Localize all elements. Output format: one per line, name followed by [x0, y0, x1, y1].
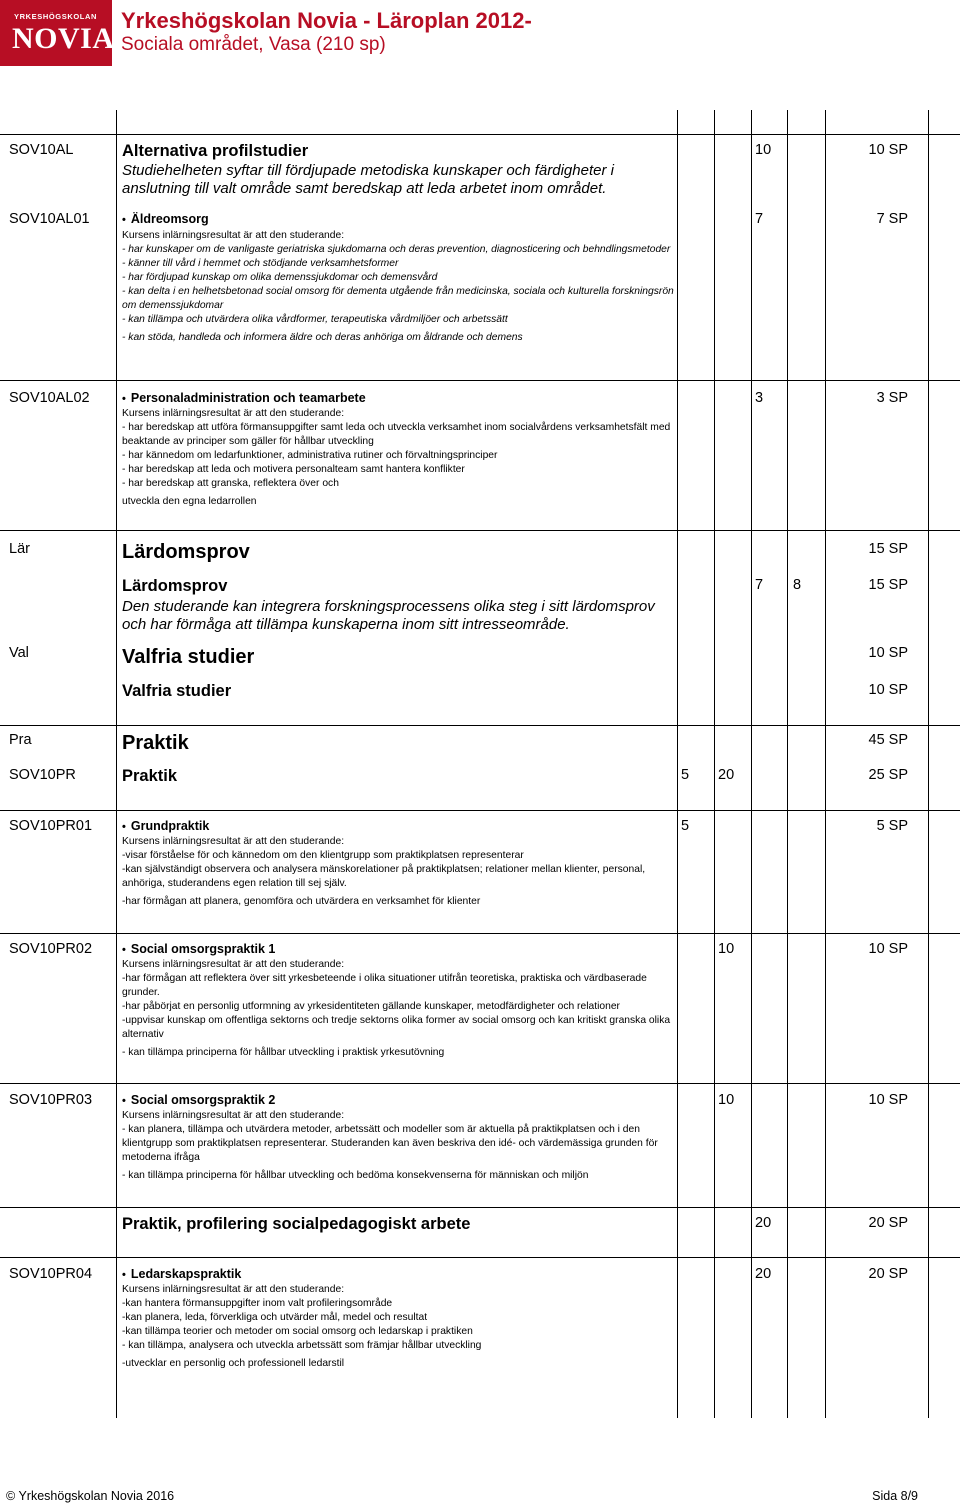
credits-value: 7	[755, 577, 764, 593]
footer-page-number: Sida 8/9	[872, 1489, 918, 1503]
outcome-item: - kan stöda, handleda och informera äldre och deras anhöriga om åldrande och demens	[122, 332, 523, 343]
grid-hline	[0, 530, 960, 531]
outcomes-intro: Kursens inlärningsresultat är att den studerande:	[122, 230, 345, 241]
novia-logo	[0, 0, 115, 66]
course-title: Alternativa profilstudier	[122, 142, 309, 160]
outcome-item: - har beredskap att leda och motivera personalteam samt hantera konflikter	[122, 464, 465, 475]
outcome-item: -har förmågan att reflektera över sitt yrkesbeteende i olika situationer utifrån teoretiska, praktiska och värdbaserade grunder.	[122, 973, 647, 998]
section-title: Lärdomsprov	[122, 541, 250, 563]
learning-outcomes	[122, 229, 682, 345]
grid-hline	[0, 134, 960, 135]
credits-total: 10 SP	[868, 682, 908, 698]
credits-total: 10 SP	[868, 1092, 908, 1108]
outcome-item: -visar förståelse för och kännedom om den klientgrupp som praktikplatsen representerar	[122, 850, 524, 861]
outcome-item: - kan planera, tillämpa och utvärdera metoder, arbetssätt och modeller som är aktuella på praktikplatsen och i den klientgrupp som praktikplatsen representerar. Studeranden kan även beskriva den idé- och värdemässiga grunden för metoderna ifråga	[122, 1124, 658, 1163]
page-subtitle: Sociala området, Vasa (210 sp)	[121, 34, 386, 55]
credits-value: 8	[793, 577, 802, 593]
grid-vline	[116, 110, 117, 1418]
outcome-item: - känner till vård i hemmet och stödjande verksamhetsformer	[122, 258, 399, 269]
outcome-item: -utvecklar en personlig och professionell ledarstil	[122, 1358, 345, 1369]
outcome-item: - har beredskap att granska, reflektera över och	[122, 478, 339, 489]
outcome-item: - kan tillämpa, analysera och utveckla arbetssätt som främjar hållbar utveckling	[122, 1340, 482, 1351]
grid-vline	[787, 110, 788, 1418]
section-title: Praktik	[122, 732, 189, 754]
credits-value: 20	[755, 1266, 772, 1282]
outcome-item: -har förmågan att planera, genomföra och utvärdera en verksamhet för klienter	[122, 896, 481, 907]
outcomes-intro: Kursens inlärningsresultat är att den studerande:	[122, 836, 345, 847]
grid-vline	[714, 110, 715, 1418]
course-code: SOV10PR04	[9, 1266, 93, 1282]
outcome-item: - kan tillämpa principerna för hållbar utveckling och bedöma konsekvenserna för människan och miljön	[122, 1170, 589, 1181]
course-code: SOV10PR01	[9, 818, 93, 834]
course-title: • Social omsorgspraktik 1	[122, 942, 276, 956]
credits-value: 10	[718, 941, 735, 957]
outcome-item: - har kunskaper om de vanligaste geriatriska sjukdomarna och deras prevention, diagnosticering och behndlingsmetoder	[122, 244, 671, 255]
course-description: Studiehelheten syftar till fördjupade metodiska kunskaper och färdigheter i anslutning till valt område samt beredskap att leda arbetet inom området.	[122, 162, 614, 197]
outcome-item: - har beredskap att utföra förmansuppgifter samt leda och utveckla verksamhet inom socialvårdens verksamhetsfält med beaktande av principer som gäller för hållbar utveckling	[122, 422, 671, 447]
course-title: • Ledarskapspraktik	[122, 1267, 242, 1281]
credits-total: 5 SP	[876, 818, 908, 834]
section-code: Lär	[9, 541, 30, 557]
credits-total: 7 SP	[876, 211, 908, 227]
section-code: Pra	[9, 732, 32, 748]
credits-total: 25 SP	[868, 767, 908, 783]
credits-value: 20	[718, 767, 735, 783]
grid-hline	[0, 933, 960, 934]
grid-hline	[0, 810, 960, 811]
outcome-item: -kan tillämpa teorier och metoder om social omsorg och ledarskap i praktiken	[122, 1326, 473, 1337]
bullet-icon: •	[122, 393, 126, 405]
logo-top-text: YRKESHÖGSKOLAN	[14, 12, 97, 21]
credits-total: 3 SP	[876, 390, 908, 406]
outcome-item: utveckla den egna ledarrollen	[122, 496, 257, 507]
credits-value: 10	[755, 142, 772, 158]
credits-total: 20 SP	[868, 1215, 908, 1231]
grid-vline	[928, 110, 929, 1418]
grid-hline	[0, 1257, 960, 1258]
learning-outcomes	[122, 958, 682, 1060]
course-title: • Äldreomsorg	[122, 212, 209, 226]
learning-outcomes	[122, 1109, 682, 1183]
course-title: Praktik, profilering socialpedagogiskt arbete	[122, 1215, 471, 1233]
course-title: • Social omsorgspraktik 2	[122, 1093, 276, 1107]
grid-hline	[0, 1083, 960, 1084]
learning-outcomes	[122, 835, 682, 909]
course-title: Valfria studier	[122, 682, 232, 700]
credits-value: 5	[681, 818, 690, 834]
course-code: SOV10AL01	[9, 211, 90, 227]
course-title: • Personaladministration och teamarbete	[122, 391, 366, 405]
credits-total: 10 SP	[868, 142, 908, 158]
outcomes-intro: Kursens inlärningsresultat är att den studerande:	[122, 959, 345, 970]
course-code: SOV10AL02	[9, 390, 90, 406]
learning-outcomes	[122, 1283, 682, 1371]
section-title: Valfria studier	[122, 646, 255, 668]
footer-copyright: © Yrkeshögskolan Novia 2016	[6, 1489, 175, 1503]
credits-total: 10 SP	[868, 941, 908, 957]
outcome-item: - kan tillämpa principerna för hållbar utveckling i praktisk yrkesutövning	[122, 1047, 445, 1058]
grid-hline	[0, 725, 960, 726]
course-title: Lärdomsprov	[122, 577, 228, 595]
outcome-item: -kan hantera förmansuppgifter inom valt profileringsområde	[122, 1298, 393, 1309]
page-title: Yrkeshögskolan Novia - Läroplan 2012-	[121, 8, 532, 33]
bullet-icon: •	[122, 214, 126, 226]
section-code: Val	[9, 645, 29, 661]
credits-value: 3	[755, 390, 764, 406]
course-title: Praktik	[122, 767, 178, 785]
course-code: SOV10PR02	[9, 941, 93, 957]
credits-value: 20	[755, 1215, 772, 1231]
outcome-item: - kan delta i en helhetsbetonad social omsorg för dementa utgående från medicinska, sociala och kulturella forskningsrön om demenssjukdomar	[122, 286, 674, 311]
bullet-icon: •	[122, 821, 126, 833]
credits-total: 10 SP	[868, 645, 908, 661]
grid-vline	[825, 110, 826, 1418]
logo-main-text: NOVIA	[12, 22, 115, 55]
credits-value: 7	[755, 211, 764, 227]
course-title: • Grundpraktik	[122, 819, 210, 833]
grid-vline	[751, 110, 752, 1418]
outcome-item: -har påbörjat en personlig utformning av yrkesidentiteten gällande kunskaper, metodfärdigheter och relationer	[122, 1001, 620, 1012]
grid-hline	[0, 380, 960, 381]
outcome-item: -kan självständigt observera och analysera mänskorelationer på praktikplatsen; relationer mellan klienter, personal, anhöriga, studerandens egen relation till sej själv.	[122, 864, 646, 889]
course-code: SOV10AL	[9, 142, 74, 158]
credits-total: 45 SP	[868, 732, 908, 748]
credits-total: 15 SP	[868, 541, 908, 557]
outcomes-intro: Kursens inlärningsresultat är att den studerande:	[122, 1284, 345, 1295]
credits-total: 15 SP	[868, 577, 908, 593]
course-description: Den studerande kan integrera forskningsprocessens olika steg i sitt lärdomsprov och har förmåga att tillämpa kunskaperna inom sitt intresseområde.	[122, 598, 655, 633]
course-code: SOV10PR03	[9, 1092, 93, 1108]
bullet-icon: •	[122, 1269, 126, 1281]
credits-value: 5	[681, 767, 690, 783]
grid-hline	[0, 1207, 960, 1208]
outcome-item: - kan tillämpa och utvärdera olika vårdformer, terapeutiska vårdmiljöer och arbetssätt	[122, 314, 508, 325]
learning-outcomes	[122, 407, 682, 509]
outcome-item: -kan planera, leda, förverkliga och utvärder mål, medel och resultat	[122, 1312, 428, 1323]
outcome-item: - har kännedom om ledarfunktioner, administrativa rutiner och förvaltningsprinciper	[122, 450, 498, 461]
credits-total: 20 SP	[868, 1266, 908, 1282]
credits-value: 10	[718, 1092, 735, 1108]
bullet-icon: •	[122, 944, 126, 956]
outcomes-intro: Kursens inlärningsresultat är att den studerande:	[122, 1110, 345, 1121]
outcome-item: - har fördjupad kunskap om olika demenssjukdomar och demensvård	[122, 272, 438, 283]
outcome-item: -uppvisar kunskap om offentliga sektorns och tredje sektorns olika former av social omsorg och kan kritiskt granska olika alternativ	[122, 1015, 671, 1040]
course-code: SOV10PR	[9, 767, 76, 783]
outcomes-intro: Kursens inlärningsresultat är att den studerande:	[122, 408, 345, 419]
bullet-icon: •	[122, 1095, 126, 1107]
